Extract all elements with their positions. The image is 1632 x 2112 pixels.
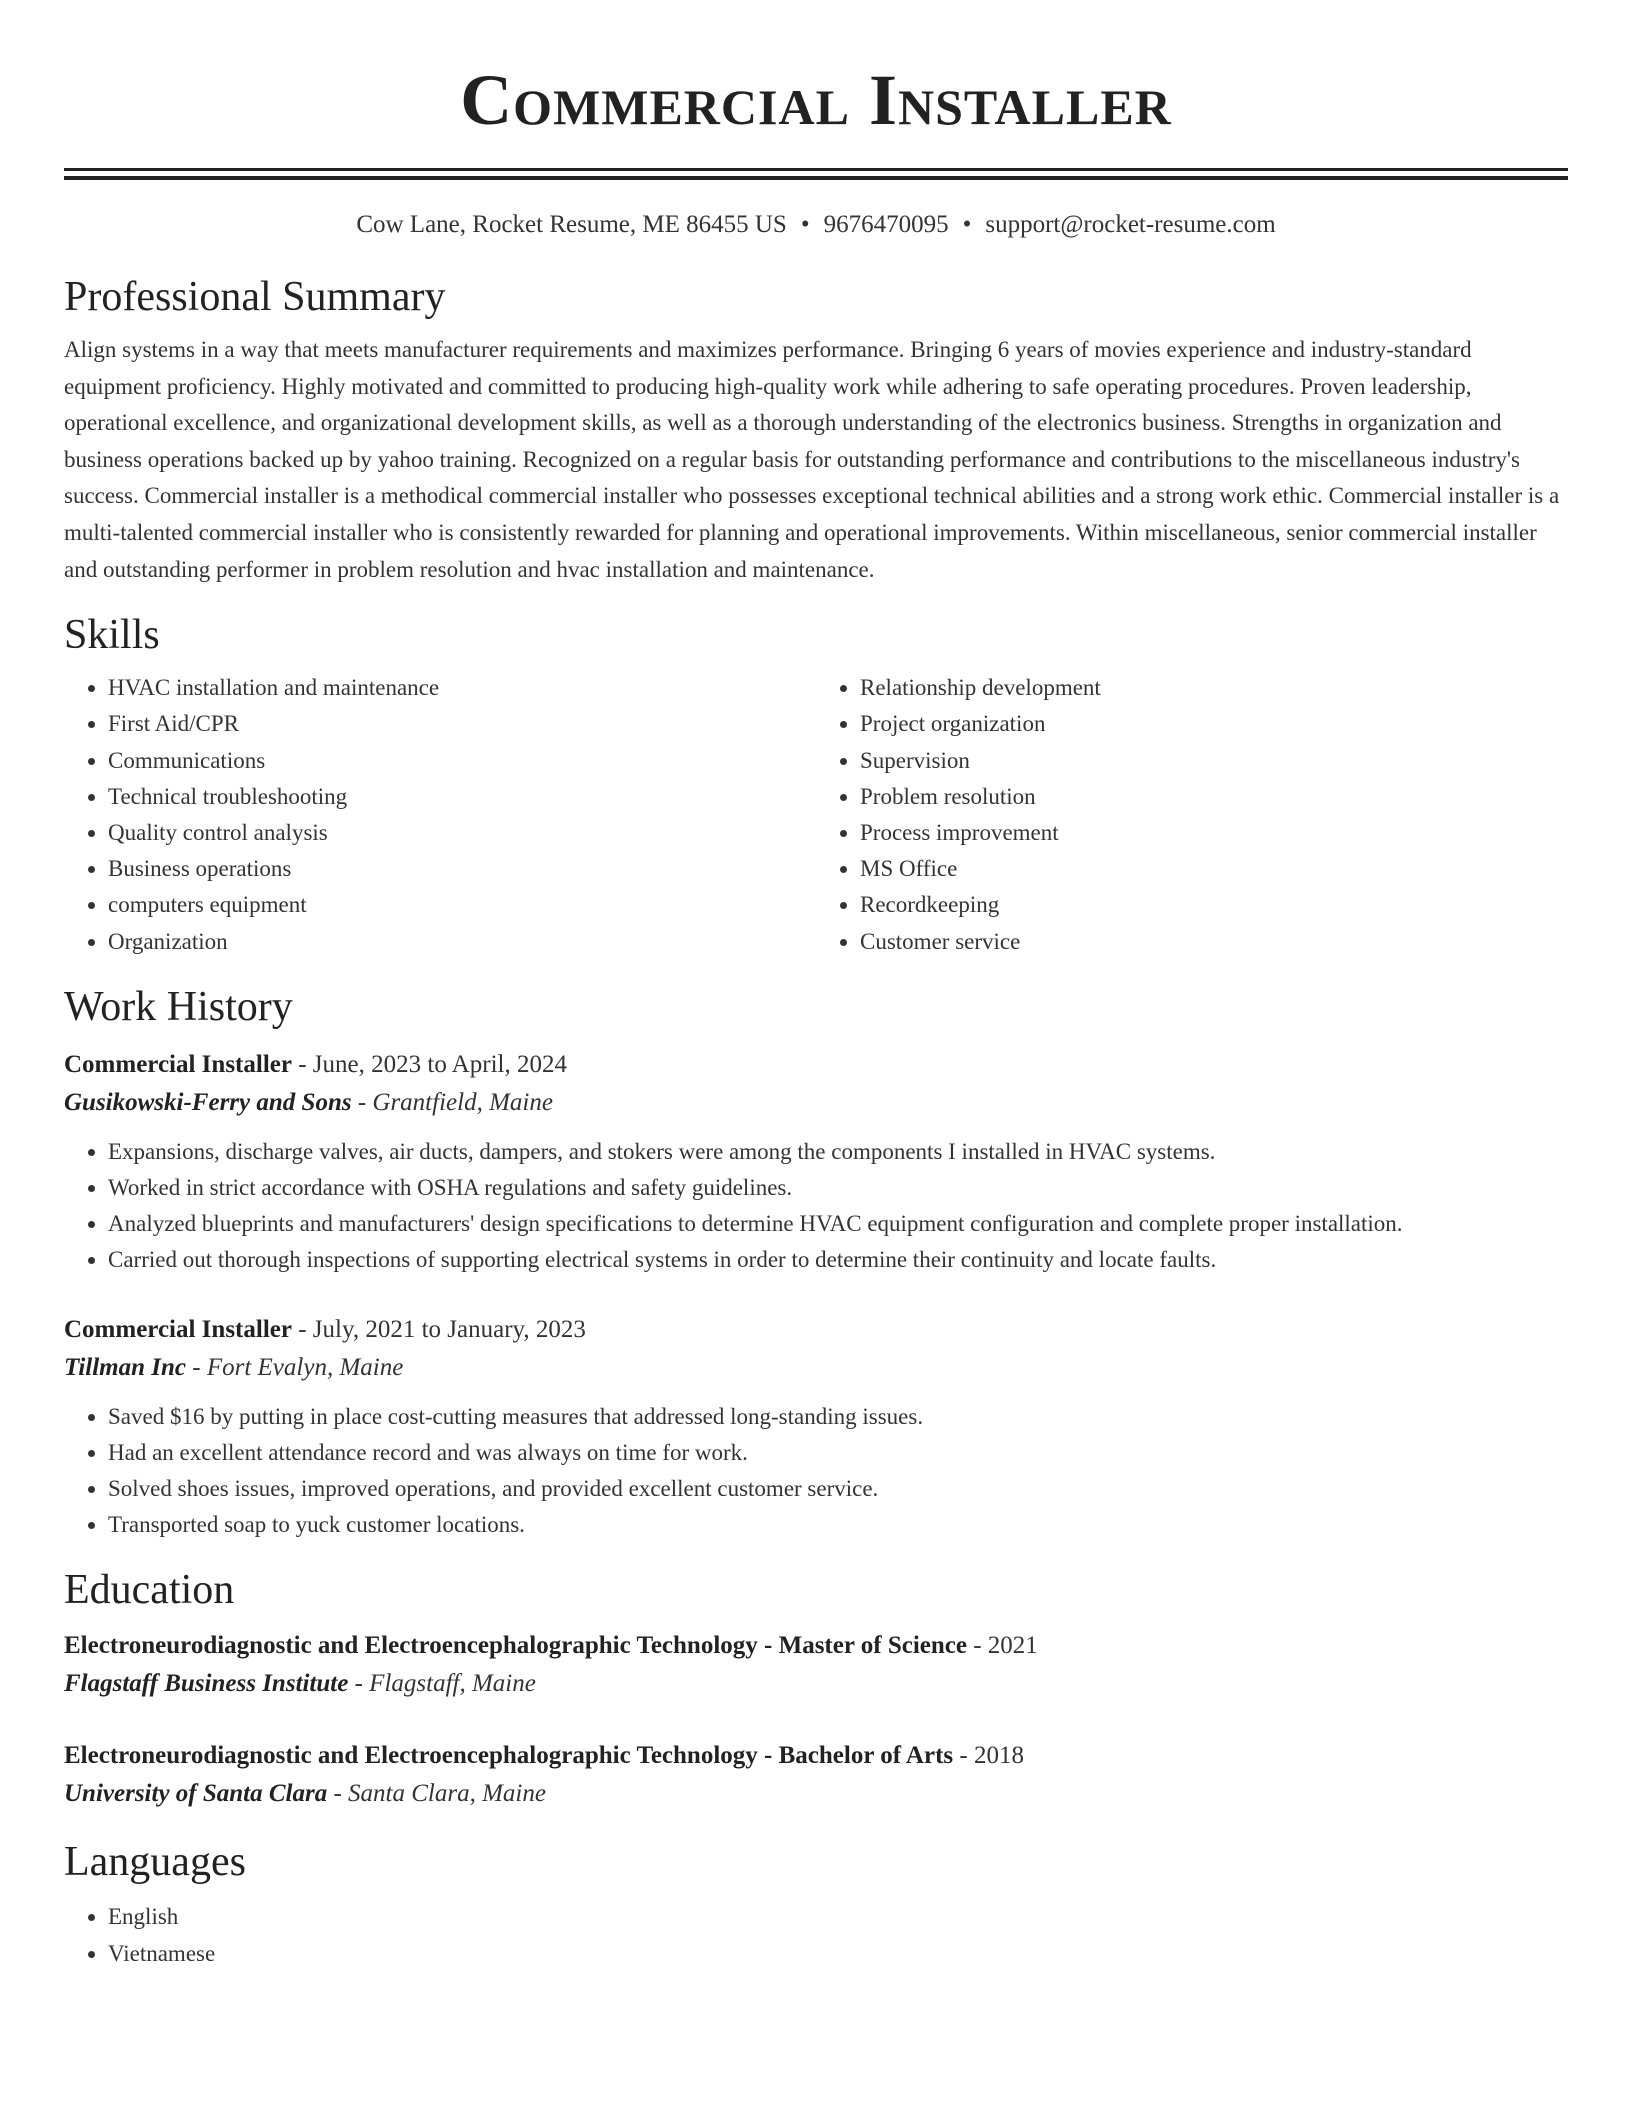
contact-address: Cow Lane, Rocket Resume, ME 86455 US <box>356 211 787 238</box>
job-title: Commercial Installer <box>64 1050 292 1078</box>
skill-item: • Recordkeeping <box>860 887 1568 923</box>
job-entry <box>64 1046 1568 1279</box>
contact-separator: • <box>962 211 972 238</box>
job-location: - Fort Evalyn, Maine <box>186 1353 404 1381</box>
education-location: - Santa Clara, Maine <box>327 1780 546 1808</box>
header-divider <box>64 168 1568 180</box>
job-header <box>64 1046 1568 1084</box>
skill-item: • Technical troubleshooting <box>108 779 816 815</box>
job-bullet: • Had an excellent attendance record and was always on time for work. <box>108 1435 1568 1471</box>
job-title: Commercial Installer <box>64 1315 292 1343</box>
education-year: - 2018 <box>953 1742 1024 1770</box>
job-bullet: • Expansions, discharge valves, air ducts, dampers, and stokers were among the components I installed in HVAC systems. <box>108 1134 1568 1170</box>
language-item: • Vietnamese <box>108 1936 1568 1972</box>
skill-item: • First Aid/CPR <box>108 706 816 742</box>
job-bullet: • Worked in strict accordance with OSHA regulations and safety guidelines. <box>108 1170 1568 1206</box>
job-bullets <box>64 1134 1568 1279</box>
job-bullet: • Solved shoes issues, improved operations, and provided excellent customer service. <box>108 1471 1568 1507</box>
job-company: Gusikowski-Ferry and Sons <box>64 1088 352 1116</box>
skill-item: • computers equipment <box>108 887 816 923</box>
resume-page <box>64 0 1568 1972</box>
contact-separator: • <box>800 211 810 238</box>
skill-item: • Communications <box>108 743 816 779</box>
education-school: University of Santa Clara <box>64 1780 328 1808</box>
skill-item: • Organization <box>108 924 816 960</box>
job-bullet: • Analyzed blueprints and manufacturers' design specifications to determine HVAC equipment configuration and complete proper installation. <box>108 1206 1568 1242</box>
job-employer <box>64 1084 1568 1122</box>
skill-item: • Project organization <box>860 706 1568 742</box>
skill-item: • Business operations <box>108 851 816 887</box>
education-school: Flagstaff Business Institute <box>64 1670 349 1698</box>
education-heading: Education <box>64 1567 235 1614</box>
work-history-heading: Work History <box>64 983 293 1030</box>
job-location: - Grantfield, Maine <box>351 1088 553 1116</box>
languages-heading: Languages <box>64 1839 246 1886</box>
summary-heading: Professional Summary <box>64 274 446 320</box>
education-degree: Electroneurodiagnostic and Electroencephalographic Technology - Master of Science <box>64 1632 967 1660</box>
resume-name: Commercial Installer <box>460 60 1172 140</box>
skills-heading: Skills <box>64 612 160 659</box>
job-header <box>64 1311 1568 1349</box>
skill-item: • Quality control analysis <box>108 815 816 851</box>
job-bullet: • Saved $16 by putting in place cost-cutting measures that addressed long-standing issues. <box>108 1399 1568 1435</box>
education-entry <box>64 1627 1568 1703</box>
skills-column-right <box>816 670 1568 960</box>
education-degree-line <box>64 1737 1568 1775</box>
job-dates: - July, 2021 to January, 2023 <box>291 1315 586 1343</box>
skill-item: • HVAC installation and maintenance <box>108 670 816 706</box>
skill-item: • Customer service <box>860 924 1568 960</box>
job-dates: - June, 2023 to April, 2024 <box>291 1050 567 1078</box>
contact-email: support@rocket-resume.com <box>985 211 1276 238</box>
skill-item: • Relationship development <box>860 670 1568 706</box>
contact-phone: 9676470095 <box>823 211 949 238</box>
contact-line <box>64 210 1568 240</box>
job-bullet: • Carried out thorough inspections of supporting electrical systems in order to determine their continuity and locate faults. <box>108 1242 1568 1278</box>
skills-column-left <box>64 670 816 960</box>
education-year: - 2021 <box>966 1632 1038 1660</box>
education-degree: Electroneurodiagnostic and Electroencephalographic Technology - Bachelor of Arts <box>64 1742 954 1770</box>
education-entry <box>64 1737 1568 1813</box>
languages-list <box>64 1899 1568 1971</box>
education-school-line <box>64 1665 1568 1703</box>
education-degree-line <box>64 1627 1568 1665</box>
job-employer <box>64 1349 1568 1387</box>
job-bullet: • Transported soap to yuck customer locations. <box>108 1507 1568 1543</box>
education-school-line <box>64 1775 1568 1813</box>
language-item: • English <box>108 1899 1568 1935</box>
job-entry <box>64 1311 1568 1544</box>
skill-item: • Process improvement <box>860 815 1568 851</box>
skill-item: • Problem resolution <box>860 779 1568 815</box>
skill-item: • MS Office <box>860 851 1568 887</box>
job-bullets <box>64 1399 1568 1544</box>
job-company: Tillman Inc <box>64 1353 187 1381</box>
summary-text: Align systems in a way that meets manufacturer requirements and maximizes performance. Bringing 6 years of movies experience and industry-standard equipment proficiency. Highly motivated and committed to producing high-quality work while adhering to safe operating procedures. Proven leadership, operational excellence, and organizational development skills, as well as a thorough understanding of the electronics business. Strengths in organization and business operations backed up by yahoo training. Recognized on a regular basis for outstanding performance and contributions to the miscellaneous industry's success. Commercial installer is a methodical commercial installer who possesses exceptional technical abilities and a strong work ethic. Commercial installer is a multi-talented commercial installer who is consistently rewarded for planning and operational improvements. Within miscellaneous, senior commercial installer and outstanding performer in problem resolution and hvac installation and maintenance. <box>64 337 1560 582</box>
education-location: - Flagstaff, Maine <box>348 1670 536 1698</box>
skill-item: • Supervision <box>860 743 1568 779</box>
skills-list <box>64 670 1568 960</box>
